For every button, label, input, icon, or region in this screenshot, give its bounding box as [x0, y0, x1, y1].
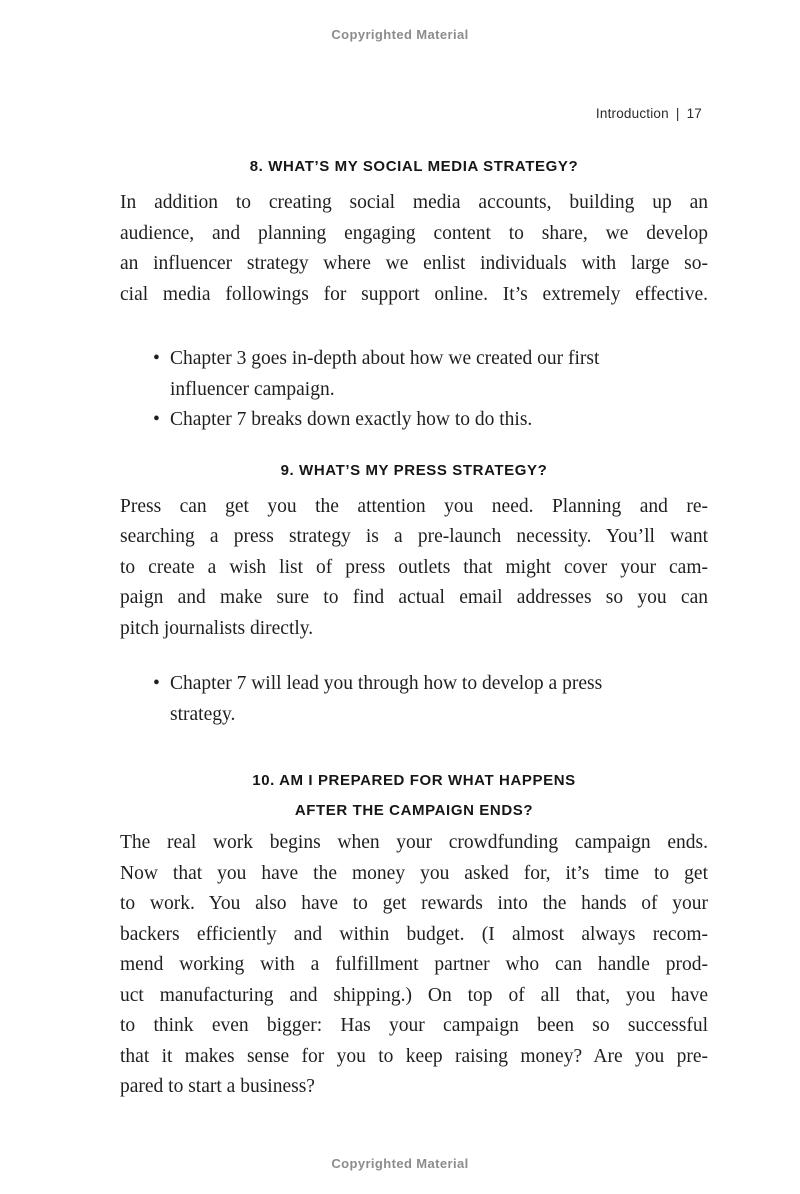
page-content: [120, 152, 708, 1103]
bullet-text: Chapter 7 breaks down exactly how to do this.: [170, 409, 533, 430]
paragraph-line: to create a wish list of press outlets that might cover your cam-: [120, 556, 708, 578]
bullet-item: [120, 405, 670, 436]
heading-line: 9. WHAT’S MY PRESS STRATEGY?: [280, 461, 548, 479]
running-header: [0, 106, 800, 122]
running-header-chapter: Introduction: [595, 106, 669, 121]
running-header-separator: |: [675, 106, 680, 121]
paragraph-line: mend working with a fulfillment partner who can handle prod-: [120, 954, 708, 975]
paragraph-line: Now that you have the money you asked for, it’s time to get: [120, 862, 708, 884]
paragraph-line: searching a press strategy is a pre-launch necessity. You’ll want: [120, 526, 708, 547]
paragraph-line: uct manufacturing and shipping.) On top of all that, you have: [120, 984, 708, 1006]
paragraph-line: backers efficiently and within budget. (I almost always recom-: [120, 923, 708, 945]
paragraph-line: that it makes sense for you to keep raising money? Are you pre-: [120, 1045, 708, 1067]
heading-line: 10. AM I PREPARED FOR WHAT HAPPENS: [252, 772, 576, 789]
bullet-item: [120, 669, 670, 730]
section-after-campaign-ends: [120, 766, 708, 1103]
bullet-text: Chapter 3 goes in-depth about how we created our first influencer campaign.: [170, 348, 600, 400]
paragraph-line: to think even bigger: Has your campaign been so successful: [120, 1015, 708, 1036]
paragraph: [120, 188, 708, 310]
copyright-watermark-top: Copyrighted Material: [331, 27, 469, 42]
bullet-text: Chapter 7 will lead you through how to develop a press strategy.: [170, 673, 603, 725]
bullet-icon: •: [153, 673, 160, 694]
section-heading: [120, 152, 708, 182]
heading-line: 8. WHAT’S MY SOCIAL MEDIA STRATEGY?: [249, 158, 579, 175]
paragraph-line: paign and make sure to find actual email addresses so you can: [120, 587, 708, 608]
paragraph: [120, 828, 708, 1103]
paragraph-line: to work. You also have to get rewards into the hands of your: [120, 893, 708, 914]
paragraph-line: In addition to creating social media accounts, building up an: [120, 192, 708, 213]
section-heading: [120, 456, 708, 486]
paragraph-line: an influencer strategy where we enlist individuals with large so-: [120, 253, 708, 274]
heading-line: AFTER THE CAMPAIGN ENDS?: [294, 802, 534, 819]
paragraph-line: pitch journalists directly.: [120, 617, 314, 639]
running-header-page-number: 17: [686, 106, 702, 121]
bullet-item: [120, 344, 670, 405]
paragraph-line: Press can get you the attention you need. Planning and re-: [120, 495, 708, 517]
paragraph-line: The real work begins when your crowdfunding campaign ends.: [120, 832, 708, 853]
paragraph-line: audience, and planning engaging content to share, we develop: [120, 222, 708, 244]
section-social-media-strategy: [120, 152, 708, 436]
section-press-strategy: [120, 456, 708, 731]
section-heading: [120, 766, 708, 826]
paragraph: [120, 492, 708, 645]
bullet-list: [120, 344, 708, 436]
copyright-watermark-bottom: Copyrighted Material: [331, 1156, 469, 1171]
bullet-icon: •: [153, 409, 160, 430]
paragraph-line: cial media followings for support online. It’s extremely effective.: [120, 283, 708, 305]
paragraph-line: pared to start a business?: [120, 1076, 315, 1097]
bullet-list: [120, 669, 708, 730]
bullet-icon: •: [153, 348, 160, 369]
